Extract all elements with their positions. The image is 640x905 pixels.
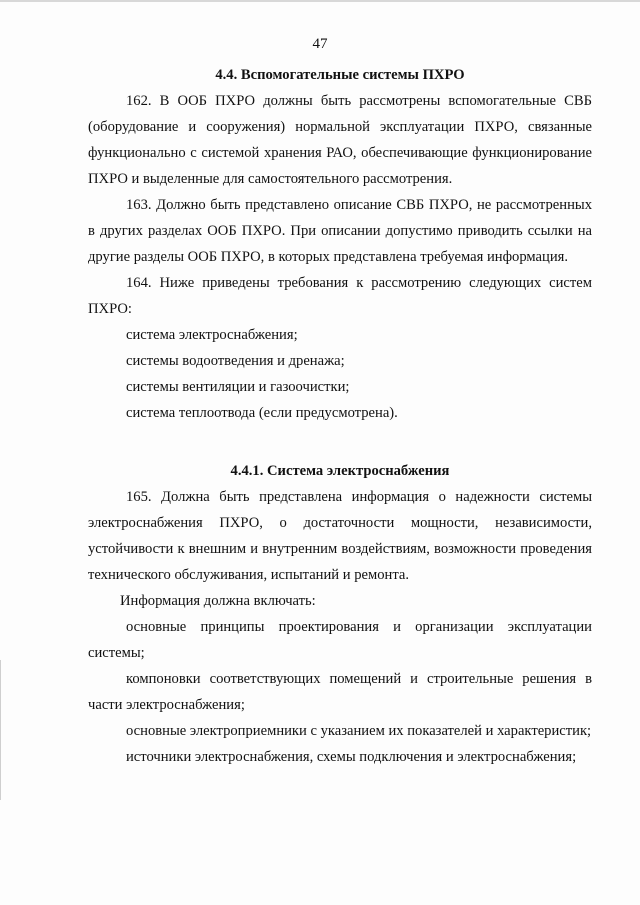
info-intro: Информация должна включать: <box>120 593 316 609</box>
paragraph-163: 163. Должно быть представлено описание СВБ ПХРО, не рассмотренных в других разделах ООБ ПХРО. При описании допустимо приводить ссылки на другие разделы ООБ ПХРО, в которых представлена требуемая информация. <box>88 197 592 265</box>
scan-edge-left <box>0 660 1 800</box>
paragraph-165: 165. Должна быть представлена информация о надежности системы электроснабжения ПХРО, о достаточности мощности, независимости, устойчивости к внешним и внутренним воздействиям, возможности проведения технического обслуживания, испытаний и ремонта. <box>88 489 592 583</box>
body-block-1 <box>88 88 592 426</box>
paragraph-162: 162. В ООБ ПХРО должны быть рассмотрены вспомогательные СВБ (оборудование и сооружения) нормальной эксплуатации ПХРО, связанные функционально с системой хранения РАО, обеспечивающие функционирование ПХРО и выделенные для самостоятельного рассмотрения. <box>88 93 592 187</box>
list-item-system-1: система электроснабжения; <box>126 327 298 343</box>
page-number: 47 <box>312 36 328 52</box>
list-item-system-4: система теплоотвода (если предусмотрена). <box>126 405 398 421</box>
section-heading: 4.4. Вспомогательные системы ПХРО <box>215 67 465 83</box>
info-item-2: компоновки соответствующих помещений и строительные решения в части электроснабжения; <box>88 671 592 713</box>
list-item-system-2: системы водоотведения и дренажа; <box>126 353 345 369</box>
body-block-2 <box>88 484 592 770</box>
scan-edge-top <box>0 0 640 2</box>
info-item-3: основные электроприемники с указанием их показателей и характеристик; <box>126 723 592 739</box>
subsection-heading: 4.4.1. Система электроснабжения <box>230 463 450 479</box>
info-item-1: основные принципы проектирования и организации эксплуатации системы; <box>88 619 592 661</box>
paragraph-164: 164. Ниже приведены требования к рассмотрению следующих систем ПХРО: <box>88 275 592 317</box>
list-item-system-3: системы вентиляции и газоочистки; <box>126 379 350 395</box>
info-item-4: источники электроснабжения, схемы подключения и электроснабжения; <box>126 749 577 765</box>
